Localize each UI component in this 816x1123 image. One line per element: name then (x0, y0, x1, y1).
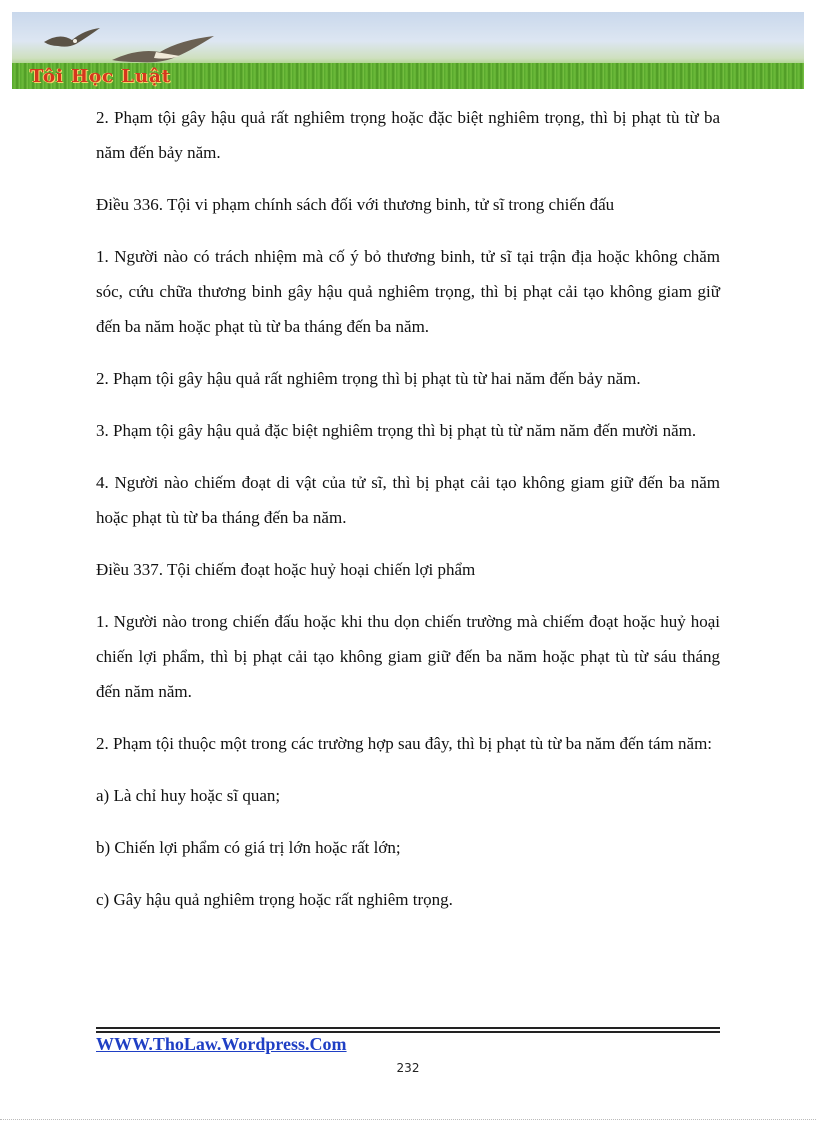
paragraph: 2. Phạm tội gây hậu quả rất nghiêm trọng thì bị phạt tù từ hai năm đến bảy năm. (96, 369, 641, 388)
banner-title: Tôi Học Luật (30, 66, 172, 87)
document-body (96, 100, 720, 934)
page-bottom-edge (0, 1119, 816, 1121)
paragraph: 1. Người nào có trách nhiệm mà cố ý bỏ thương binh, tử sĩ tại trận địa hoặc không chăm sóc, cứu chữa thương binh gây hậu quả nghiêm trọng, thì bị phạt cải tạo không giam giữ đến ba năm hoặc phạt tù từ ba tháng đến ba năm. (96, 247, 720, 336)
footer-website-link[interactable]: WWW.ThoLaw.Wordpress.Com (96, 1034, 347, 1054)
header-banner (12, 12, 804, 89)
list-item: c) Gây hậu quả nghiêm trọng hoặc rất nghiêm trọng. (96, 890, 453, 909)
paragraph: 2. Phạm tội thuộc một trong các trường hợp sau đây, thì bị phạt tù từ ba năm đến tám năm: (96, 734, 713, 753)
list-item: a) Là chỉ huy hoặc sĩ quan; (96, 786, 281, 805)
article-heading: Điều 336. Tội vi phạm chính sách đối với thương binh, tử sĩ trong chiến đấu (96, 195, 615, 214)
footer-divider (96, 1027, 720, 1033)
bird-icon (42, 26, 102, 52)
page-number: 232 (396, 1061, 420, 1075)
bird-icon (108, 34, 218, 66)
list-item: b) Chiến lợi phẩm có giá trị lớn hoặc rất lớn; (96, 838, 401, 857)
paragraph: 2. Phạm tội gây hậu quả rất nghiêm trọng hoặc đặc biệt nghiêm trọng, thì bị phạt tù từ ba năm đến bảy năm. (96, 108, 720, 162)
paragraph: 3. Phạm tội gây hậu quả đặc biệt nghiêm trọng thì bị phạt tù từ năm năm đến mười năm. (96, 421, 697, 440)
paragraph: 4. Người nào chiếm đoạt di vật của tử sĩ, thì bị phạt cải tạo không giam giữ đến ba năm hoặc phạt tù từ ba tháng đến ba năm. (96, 473, 720, 527)
article-heading: Điều 337. Tội chiếm đoạt hoặc huỷ hoại chiến lợi phẩm (96, 560, 476, 579)
paragraph: 1. Người nào trong chiến đấu hoặc khi thu dọn chiến trường mà chiếm đoạt hoặc huỷ hoại chiến lợi phẩm, thì bị phạt cải tạo không giam giữ đến ba năm hoặc phạt tù từ sáu tháng đến năm năm. (96, 612, 720, 701)
